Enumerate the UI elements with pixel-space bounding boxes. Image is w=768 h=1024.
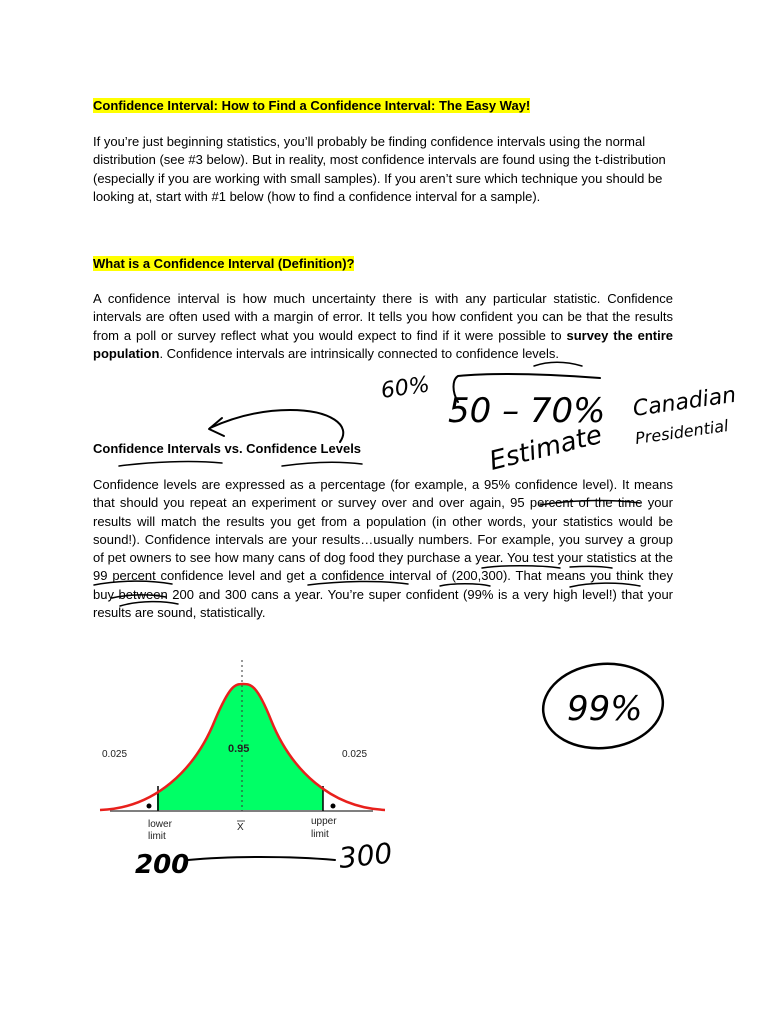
ink-presidential: Presidential bbox=[633, 416, 730, 448]
heading-highlight: What is a Confidence Interval (Definition)? bbox=[93, 256, 355, 271]
upper-limit-label: upper bbox=[311, 816, 337, 827]
intro-paragraph: If you’re just beginning statistics, you’ll probably be finding confidence intervals using the normal distribution (see #3 below). But in reality, most confidence intervals are found using the t-distribution (especially if you are working with small samples). If you aren’t sure which technique you should be looking at, start with #1 below (how to find a confidence interval for a sample). bbox=[93, 134, 666, 204]
ink-underline bbox=[282, 462, 362, 466]
lower-limit-label-2: limit bbox=[148, 831, 166, 842]
lower-limit-label: lower bbox=[148, 819, 172, 830]
ink-underline bbox=[119, 462, 222, 466]
center-probability-label: 0.95 bbox=[228, 743, 250, 755]
ink-curved-arrow bbox=[210, 410, 343, 442]
heading-intervals-vs-levels: Confidence Intervals vs. Confidence Levels bbox=[93, 441, 362, 456]
left-tail-label: 0.025 bbox=[102, 749, 128, 760]
ink-range-line bbox=[188, 857, 335, 860]
ink-canadian: Canadian bbox=[631, 382, 738, 422]
ink-high-bound: 300 bbox=[337, 836, 394, 875]
ink-low-bound: 200 bbox=[135, 850, 190, 880]
definition-text-1: A confidence interval is how much uncertainty there is with any particular statistic. Confidence intervals are often used with a margin of error. It tells you how confident you can be that the results from a poll or survey reflect what you would expect to find if it were possible to bbox=[93, 291, 673, 343]
ink-99-percent: 99% bbox=[567, 689, 643, 729]
levels-paragraph: Confidence levels are expressed as a percentage (for example, a 95% confidence level). It means that should you repeat an experiment or survey over and over again, 95 percent of the time your results will match the results you get from a population (in other words, your statistics would be sound!). Confidence intervals are your results…usually numbers. For example, you survey a group of pet owners to see how many cans of dog food they purchase a year. You test your statistics at the 99 percent confidence level and get a confidence interval of (200,300). That means you think they buy between 200 and 300 cans a year. You’re super confident (99% is a very high level!) that your results are sound, statistically. bbox=[93, 477, 673, 621]
ink-range: 50 – 70% bbox=[448, 391, 606, 431]
upper-limit-label-2: limit bbox=[311, 829, 329, 840]
definition-text-2: . Confidence intervals are intrinsically connected to confidence levels. bbox=[159, 345, 560, 361]
ink-60-percent: 60% bbox=[379, 372, 432, 404]
ink-bracket bbox=[454, 374, 601, 402]
right-tail-dot bbox=[331, 804, 336, 809]
right-tail-label: 0.025 bbox=[342, 749, 368, 760]
ink-estimate: Estimate bbox=[486, 419, 606, 477]
mean-label: X bbox=[237, 822, 244, 833]
definition-bold-text: survey the entire population bbox=[93, 327, 674, 361]
normal-distribution-figure bbox=[95, 660, 385, 845]
ink-circle bbox=[539, 658, 667, 754]
heading-definition bbox=[93, 256, 354, 272]
ink-arrow-head bbox=[209, 418, 224, 436]
heading-highlight: Confidence Interval: How to Find a Confidence Interval: The Easy Way! bbox=[93, 98, 531, 113]
heading-easy-way bbox=[93, 98, 530, 114]
definition-paragraph bbox=[93, 290, 673, 363]
left-tail-dot bbox=[147, 804, 152, 809]
